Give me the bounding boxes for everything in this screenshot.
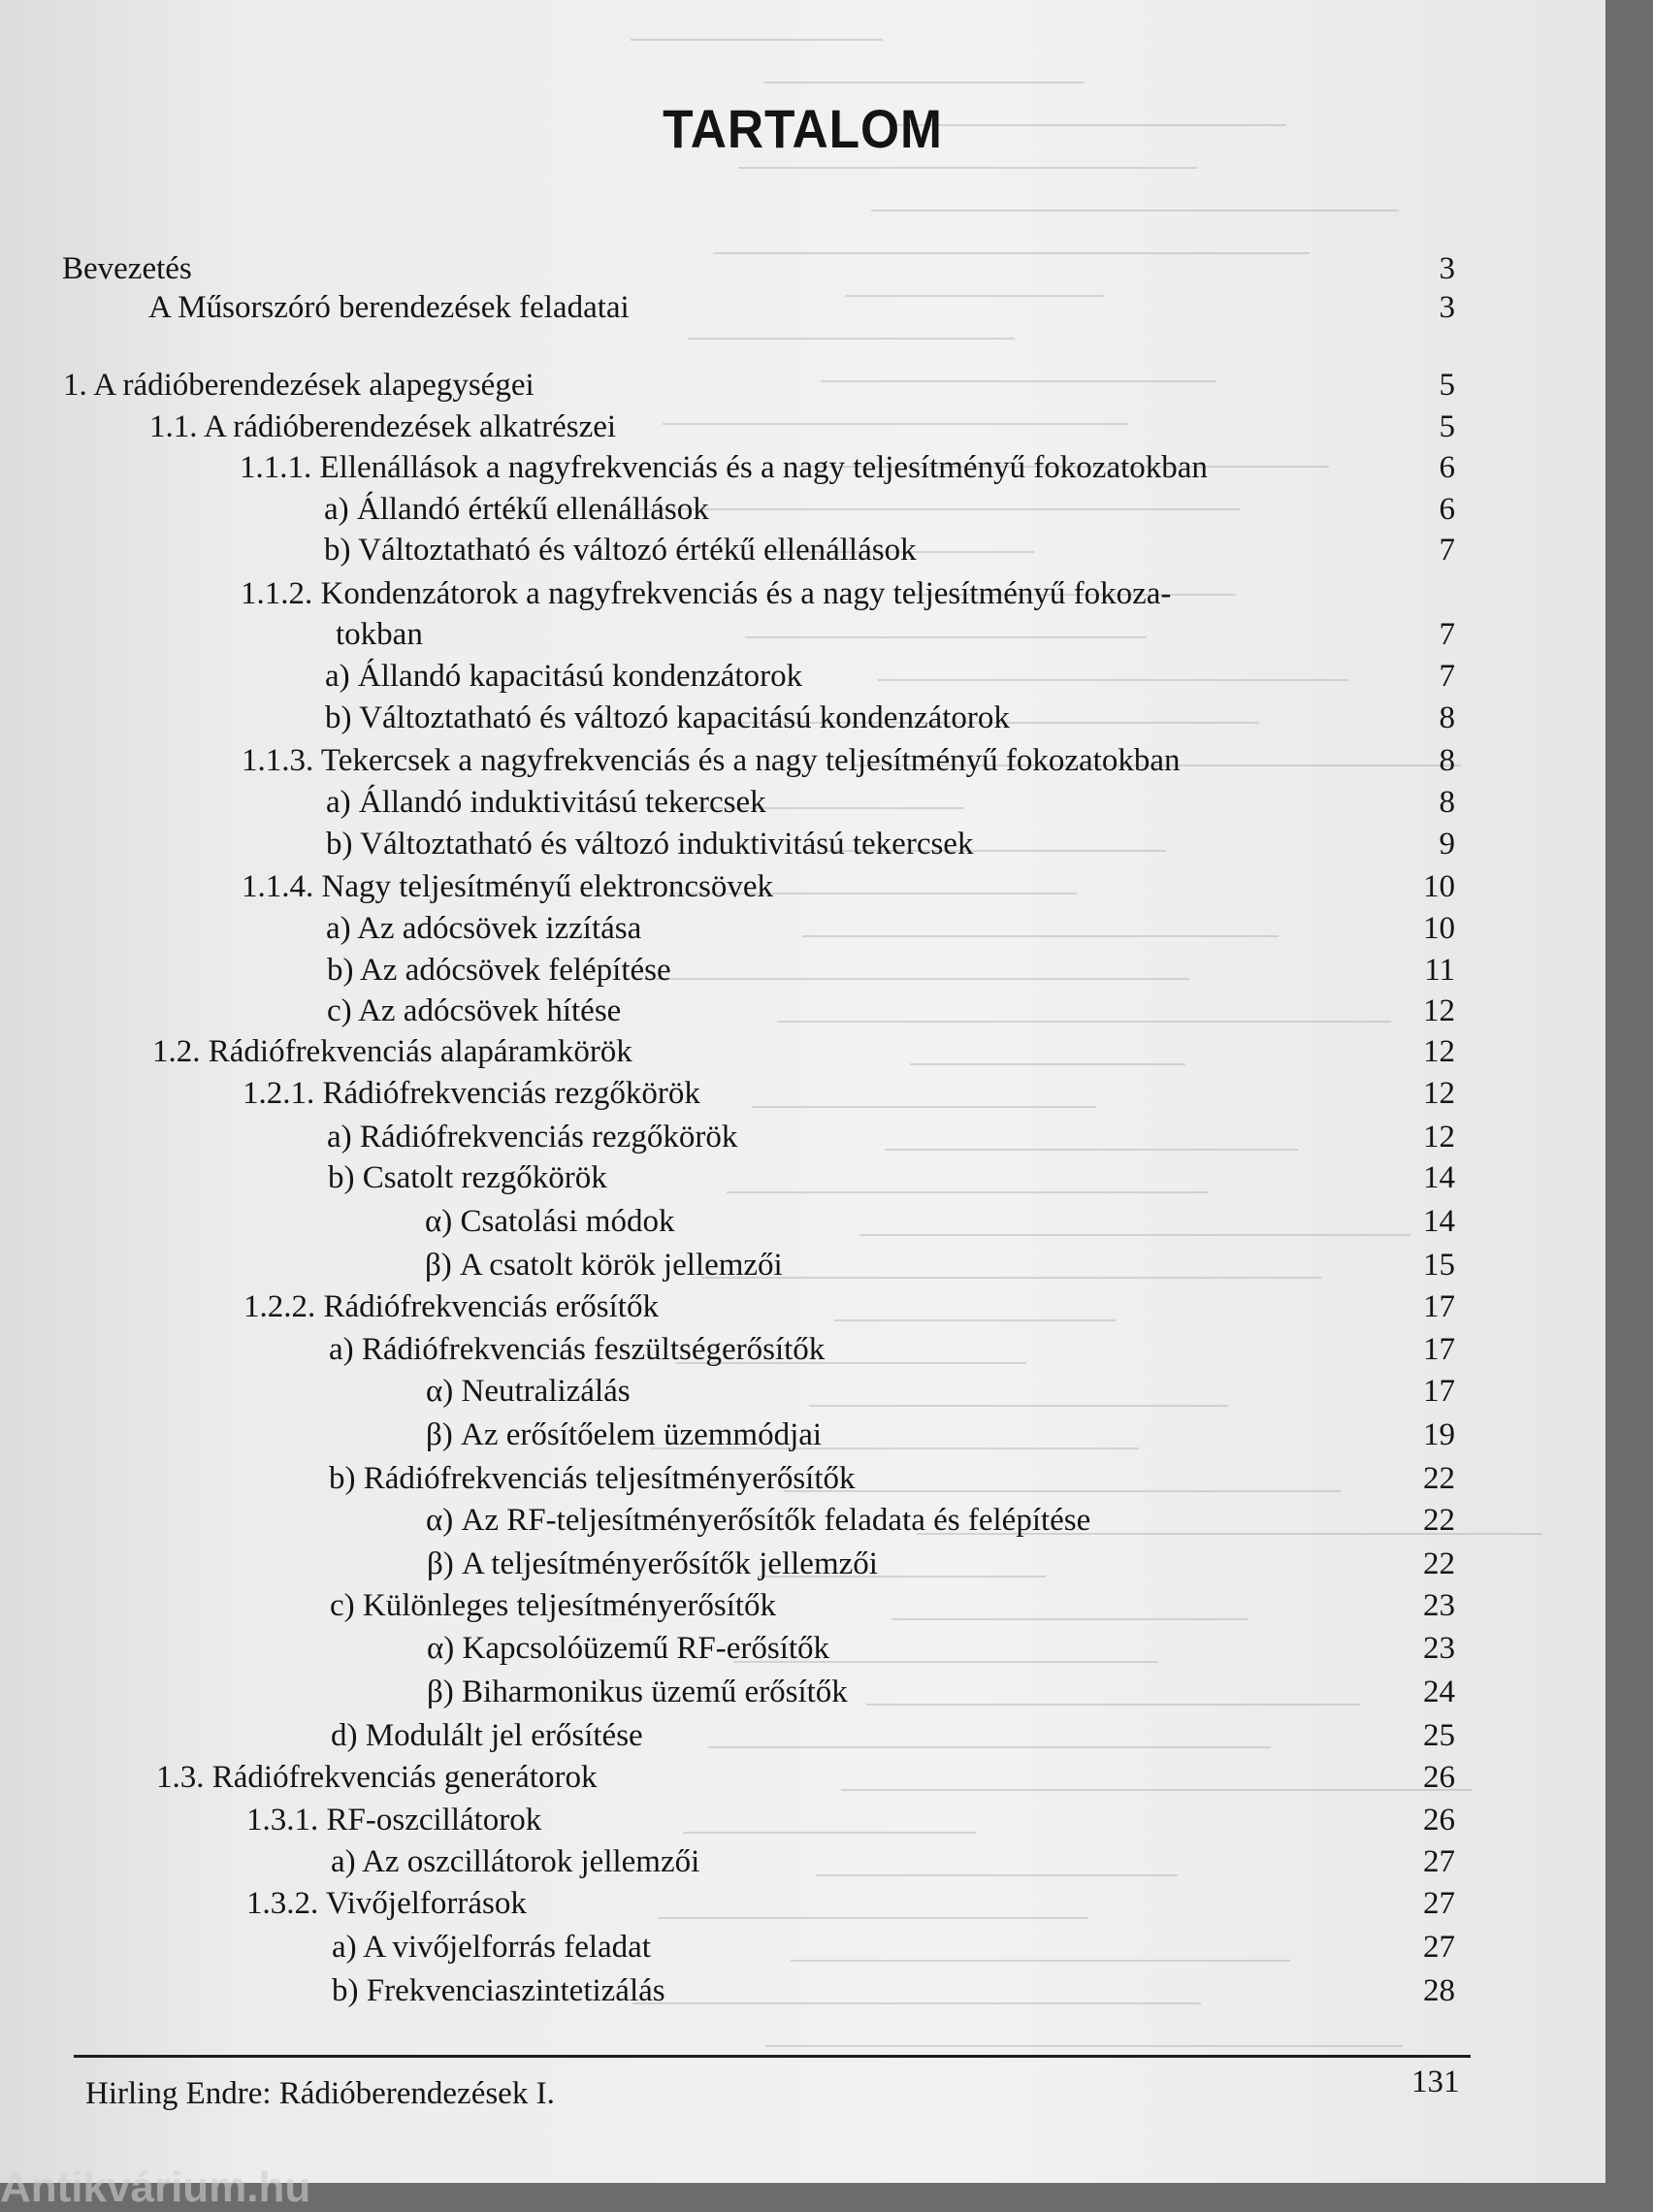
toc-entry-page: 8 bbox=[1439, 743, 1455, 778]
toc-entry bbox=[156, 1756, 1455, 1799]
toc-entry-title: Kondenzátorok a nagyfrekvenciás és a nagy teljesítményű fokoza- bbox=[320, 576, 1172, 611]
toc-entry-title: Különleges teljesítményerősítők bbox=[362, 1588, 777, 1623]
toc-entry-page: 5 bbox=[1439, 368, 1455, 403]
toc-entry-number: a) bbox=[329, 1332, 354, 1367]
toc-entry-title: Az erősítőelem üzemmódjai bbox=[461, 1417, 823, 1452]
toc-entry-number: 1.2. bbox=[152, 1034, 201, 1069]
toc-entry bbox=[331, 1840, 1455, 1883]
toc-entry-title: A Műsorszóró berendezések feladatai bbox=[148, 290, 630, 325]
toc-entry-title: Nagy teljesítményű elektroncsövek bbox=[321, 869, 774, 904]
toc-entry bbox=[329, 1328, 1455, 1371]
toc-entry-number: b) bbox=[327, 953, 354, 988]
toc-entry bbox=[426, 1499, 1455, 1542]
toc-entry-number: α) bbox=[425, 1204, 453, 1239]
toc-entry-page: 24 bbox=[1423, 1675, 1455, 1709]
toc-entry-number: b) bbox=[328, 1160, 355, 1195]
toc-entry-title: Változtatható és változó értékű ellenállások bbox=[358, 533, 917, 568]
toc-entry-page: 23 bbox=[1423, 1631, 1455, 1666]
ghost-line bbox=[763, 81, 1085, 83]
toc-entry-page: 3 bbox=[1439, 251, 1455, 286]
toc-entry-page: 6 bbox=[1439, 492, 1455, 527]
toc-entry-page: 23 bbox=[1423, 1588, 1455, 1623]
toc-entry-title: Vivőjelforrások bbox=[325, 1886, 527, 1921]
toc-entry bbox=[325, 655, 1455, 698]
toc-entry bbox=[243, 1072, 1455, 1115]
ghost-line bbox=[765, 2045, 1403, 2047]
toc-entry-title: Rádiófrekvenciás erősítők bbox=[323, 1289, 659, 1324]
toc-entry-page: 27 bbox=[1423, 1930, 1455, 1965]
toc-entry-title: Rádiófrekvenciás rezgőkörök bbox=[322, 1076, 700, 1111]
toc-entry-page: 22 bbox=[1423, 1461, 1455, 1496]
page-title: TARTALOM bbox=[663, 98, 943, 159]
toc-entry bbox=[326, 781, 1455, 824]
toc-entry bbox=[243, 1285, 1455, 1328]
toc-entry bbox=[427, 1671, 1455, 1713]
toc-entry-number: a) bbox=[326, 911, 351, 946]
toc-entry bbox=[336, 613, 1455, 656]
toc-entry-title: Kapcsolóüzemű RF-erősítők bbox=[462, 1631, 830, 1666]
toc-entry-page: 5 bbox=[1439, 409, 1455, 444]
footer-divider bbox=[74, 2055, 1471, 2058]
toc-entry-number: a) bbox=[324, 492, 349, 527]
toc-entry-page: 22 bbox=[1423, 1546, 1455, 1581]
toc-entry-title: Az oszcillátorok jellemzői bbox=[362, 1844, 700, 1879]
toc-entry-number: 1.1.2. bbox=[241, 576, 313, 611]
toc-entry bbox=[149, 406, 1455, 448]
toc-entry-number: b) bbox=[332, 1973, 359, 2008]
toc-entry-title: Rádiófrekvenciás feszültségerősítők bbox=[361, 1332, 826, 1367]
toc-entry-number: a) bbox=[325, 659, 350, 694]
toc-entry-page: 10 bbox=[1423, 869, 1455, 904]
toc-entry-title: Csatolt rezgőkörök bbox=[362, 1160, 607, 1195]
toc-entry bbox=[426, 1370, 1455, 1413]
toc-entry-number: b) bbox=[324, 533, 351, 568]
toc-entry-page: 8 bbox=[1439, 785, 1455, 820]
toc-entry-title: Állandó kapacitású kondenzátorok bbox=[357, 659, 803, 694]
toc-entry-page: 22 bbox=[1423, 1503, 1455, 1538]
footer-author-title: Hirling Endre: Rádióberendezések I. bbox=[85, 2076, 555, 2111]
toc-entry-number: 1. bbox=[63, 368, 87, 403]
toc-entry bbox=[242, 865, 1455, 908]
toc-entry-title: Állandó értékű ellenállások bbox=[356, 492, 709, 527]
toc-entry-page: 17 bbox=[1423, 1332, 1455, 1367]
toc-entry bbox=[152, 1030, 1455, 1073]
ghost-line bbox=[688, 338, 1015, 340]
toc-entry-title: Modulált jel erősítése bbox=[365, 1718, 643, 1753]
footer-page-number: 131 bbox=[1411, 2065, 1460, 2099]
toc-entry-title: Csatolási módok bbox=[460, 1204, 675, 1239]
ghost-line bbox=[631, 39, 883, 41]
toc-entry-number: a) bbox=[326, 785, 351, 820]
toc-entry-number: d) bbox=[331, 1718, 358, 1753]
toc-entry-number: 1.2.2. bbox=[243, 1289, 316, 1324]
toc-entry-page: 12 bbox=[1423, 993, 1455, 1028]
toc-entry bbox=[332, 1926, 1455, 1968]
toc-entry-number: α) bbox=[426, 1374, 454, 1409]
toc-entry-page: 26 bbox=[1423, 1760, 1455, 1795]
toc-entry-page: 12 bbox=[1423, 1034, 1455, 1069]
toc-entry-number: c) bbox=[330, 1588, 355, 1623]
toc-entry-number: b) bbox=[326, 827, 353, 862]
toc-entry bbox=[425, 1244, 1455, 1286]
toc-entry-number: β) bbox=[425, 1248, 452, 1283]
toc-entry bbox=[62, 247, 1455, 290]
toc-entry-title: Biharmonikus üzemű erősítők bbox=[462, 1675, 848, 1709]
toc-entry-title: Az adócsövek izzítása bbox=[357, 911, 642, 946]
toc-entry-page: 15 bbox=[1423, 1248, 1455, 1283]
toc-entry-number: 1.1.3. bbox=[242, 743, 314, 778]
toc-entry bbox=[326, 907, 1455, 950]
toc-entry-title: RF-oszcillátorok bbox=[326, 1803, 542, 1838]
toc-entry-page: 27 bbox=[1423, 1844, 1455, 1879]
toc-entry-number: c) bbox=[327, 993, 352, 1028]
toc-entry-number: a) bbox=[332, 1930, 357, 1965]
toc-entry-number: α) bbox=[426, 1503, 454, 1538]
toc-entry-page: 19 bbox=[1423, 1417, 1455, 1452]
toc-entry-page: 7 bbox=[1439, 617, 1455, 652]
toc-entry-number: b) bbox=[325, 700, 352, 735]
toc-entry bbox=[327, 949, 1455, 992]
toc-entry-number: 1.1. bbox=[149, 409, 198, 444]
toc-entry-page: 28 bbox=[1423, 1973, 1455, 2008]
toc-entry-page: 7 bbox=[1439, 659, 1455, 694]
toc-entry-title: Rádiófrekvenciás alapáramkörök bbox=[208, 1034, 632, 1069]
toc-entry-page: 3 bbox=[1439, 290, 1455, 325]
toc-entry-page: 27 bbox=[1423, 1886, 1455, 1921]
toc-entry-title: Rádiófrekvenciás generátorok bbox=[211, 1760, 598, 1795]
toc-entry-number: 1.1.4. bbox=[242, 869, 314, 904]
toc-entry-title: Változtatható és változó kapacitású kondenzátorok bbox=[359, 700, 1010, 735]
toc-entry bbox=[328, 1156, 1455, 1199]
toc-entry bbox=[246, 1799, 1455, 1841]
toc-entry-number: a) bbox=[327, 1120, 352, 1155]
toc-entry-number: 1.3.2. bbox=[246, 1886, 319, 1921]
toc-entry bbox=[242, 739, 1455, 782]
toc-entry-title: Állandó induktivitású tekercsek bbox=[358, 785, 766, 820]
toc-entry-page: 12 bbox=[1423, 1120, 1455, 1155]
toc-entry-number: β) bbox=[427, 1546, 454, 1581]
toc-entry-title: tokban bbox=[336, 617, 423, 652]
toc-entry-title: Bevezetés bbox=[62, 251, 192, 286]
toc-entry-number: 1.2.1. bbox=[243, 1076, 315, 1111]
toc-entry bbox=[241, 572, 1455, 615]
toc-entry-number: α) bbox=[427, 1631, 455, 1666]
toc-entry-title: Ellenállások a nagyfrekvenciás és a nagy teljesítményű fokozatokban bbox=[319, 450, 1208, 485]
toc-entry bbox=[63, 364, 1455, 407]
toc-entry bbox=[331, 1714, 1455, 1757]
toc-entry bbox=[324, 488, 1455, 531]
toc-entry-page: 10 bbox=[1423, 911, 1455, 946]
toc-entry-title: Változtatható és változó induktivitású tekercsek bbox=[360, 827, 974, 862]
toc-entry-page: 14 bbox=[1423, 1204, 1455, 1239]
toc-entry-title: A csatolt körök jellemzői bbox=[460, 1248, 783, 1283]
toc-entry-page: 11 bbox=[1424, 953, 1455, 988]
toc-entry-page: 17 bbox=[1423, 1374, 1455, 1409]
toc-entry-title: Az adócsövek hítése bbox=[358, 993, 622, 1028]
ghost-line bbox=[871, 210, 1399, 211]
toc-entry bbox=[327, 990, 1455, 1032]
watermark: Antikvárium.hu bbox=[0, 2163, 311, 2211]
toc-entry-number: β) bbox=[427, 1675, 454, 1709]
toc-entry-number: a) bbox=[331, 1844, 356, 1879]
toc-entry bbox=[325, 697, 1455, 739]
toc-entry bbox=[148, 286, 1455, 329]
toc-entry-page: 26 bbox=[1423, 1803, 1455, 1838]
ghost-line bbox=[738, 167, 1197, 169]
toc-entry-title: A teljesítményerősítők jellemzői bbox=[462, 1546, 878, 1581]
toc-entry-title: Neutralizálás bbox=[461, 1374, 631, 1409]
toc-entry bbox=[329, 1457, 1455, 1500]
toc-entry bbox=[240, 446, 1455, 489]
toc-entry-title: A rádióberendezések alkatrészei bbox=[203, 409, 617, 444]
toc-entry-page: 17 bbox=[1423, 1289, 1455, 1324]
toc-entry bbox=[425, 1200, 1455, 1243]
toc-entry-title: A rádióberendezések alapegységei bbox=[93, 368, 535, 403]
toc-entry-title: A vivőjelforrás feladat bbox=[363, 1930, 651, 1965]
toc-entry bbox=[326, 823, 1455, 865]
toc-entry-title: Az adócsövek felépítése bbox=[359, 953, 671, 988]
toc-entry-number: β) bbox=[426, 1417, 453, 1452]
toc-entry-page: 9 bbox=[1439, 827, 1455, 862]
toc-entry bbox=[427, 1627, 1455, 1670]
toc-entry bbox=[327, 1116, 1455, 1158]
toc-entry-title: Tekercsek a nagyfrekvenciás és a nagy teljesítményű fokozatokban bbox=[320, 743, 1181, 778]
toc-entry-page: 12 bbox=[1423, 1076, 1455, 1111]
toc-entry-number: b) bbox=[329, 1461, 356, 1496]
toc-entry-number: 1.3.1. bbox=[246, 1803, 319, 1838]
toc-entry bbox=[426, 1414, 1455, 1456]
toc-entry bbox=[330, 1584, 1455, 1627]
toc-entry-page: 14 bbox=[1423, 1160, 1455, 1195]
toc-entry-title: Frekvenciaszintetizálás bbox=[366, 1973, 665, 2008]
toc-entry bbox=[324, 529, 1455, 571]
toc-entry-page: 25 bbox=[1423, 1718, 1455, 1753]
toc-entry bbox=[332, 1969, 1455, 2012]
toc-entry-number: 1.1.1. bbox=[240, 450, 312, 485]
toc-entry-title: Az RF-teljesítményerősítők feladata és felépítése bbox=[461, 1503, 1091, 1538]
toc-entry bbox=[427, 1543, 1455, 1585]
toc-entry bbox=[246, 1882, 1455, 1925]
toc-entry-title: Rádiófrekvenciás teljesítményerősítők bbox=[363, 1461, 856, 1496]
toc-entry-page: 7 bbox=[1439, 533, 1455, 568]
toc-entry-page: 8 bbox=[1439, 700, 1455, 735]
toc-entry-number: 1.3. bbox=[156, 1760, 205, 1795]
toc-entry-page: 6 bbox=[1439, 450, 1455, 485]
toc-entry-title: Rádiófrekvenciás rezgőkörök bbox=[359, 1120, 738, 1155]
